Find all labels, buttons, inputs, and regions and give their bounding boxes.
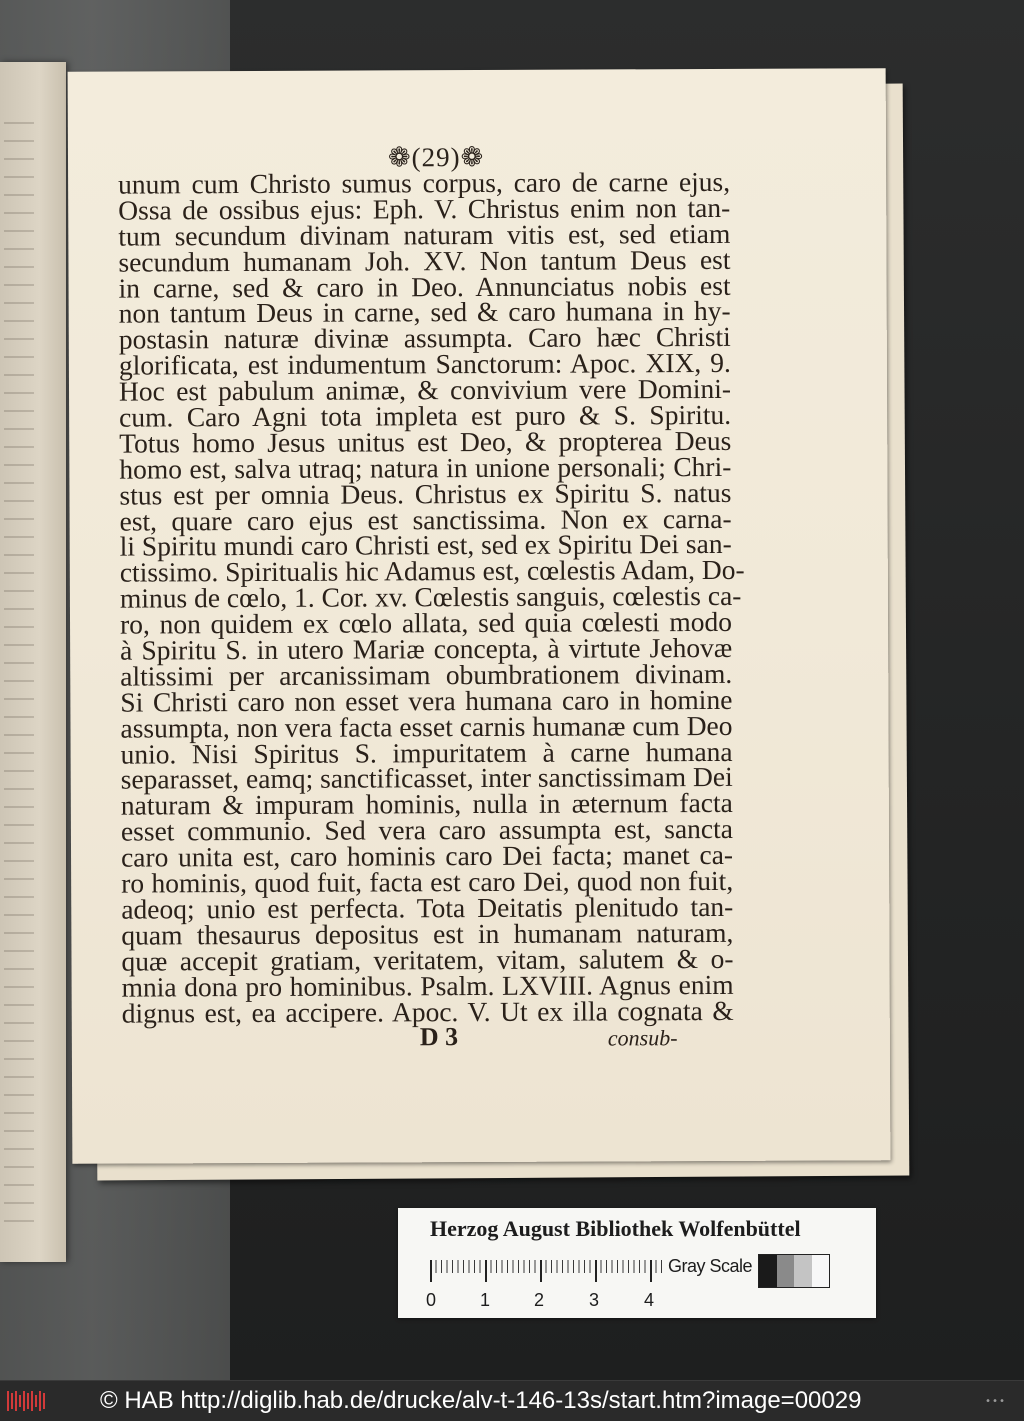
ruler bbox=[430, 1260, 662, 1282]
text-line: glorificata, est indumentum Sanctorum: Apoc. XIX, 9. bbox=[118, 347, 731, 381]
text-line: li Spiritu mundi caro Christi est, sed ex Spiritu Dei san- bbox=[119, 528, 732, 563]
ruler-major-tick bbox=[650, 1260, 652, 1282]
text-line: cum. Caro Agni tota impleta est puro & S. Spiritu. bbox=[119, 398, 732, 433]
gray-swatch bbox=[794, 1255, 812, 1287]
ruler-major-tick bbox=[485, 1260, 487, 1282]
text-line: assumpta, non vera facta esset carnis humanæ cum Deo bbox=[120, 709, 733, 744]
text-line: à Spiritu S. in utero Mariæ concepta, à virtute Jehovæ bbox=[120, 631, 733, 666]
text-line: est, quare caro ejus est sanctissima. Non ex carna- bbox=[119, 502, 732, 537]
catchword: consub- bbox=[607, 1025, 678, 1051]
ruler-number: 4 bbox=[644, 1290, 655, 1310]
text-line: ro hominis, quod fuit, facta est caro Dei, quod non fuit, bbox=[121, 864, 734, 899]
gray-swatch bbox=[777, 1255, 795, 1287]
gray-swatches bbox=[758, 1254, 830, 1288]
text-line: homo est, salva utraq; natura in unione personali; Chri- bbox=[119, 450, 732, 485]
facing-page-text-edge bbox=[4, 122, 34, 1222]
text-line: quam thesaurus depositus est in humanam naturam, bbox=[121, 916, 734, 951]
text-line: tum secundum divinam naturam vitis est, sed etiam bbox=[118, 217, 731, 252]
gray-swatch bbox=[759, 1255, 777, 1287]
text-line: ro, non quidem ex cœlo allata, sed quia cœlesti modo bbox=[119, 606, 733, 640]
more-options-icon[interactable]: ••• bbox=[984, 1396, 1006, 1407]
gray-swatch bbox=[812, 1255, 830, 1287]
text-line: ctissimo. Spiritualis hic Adamus est, cœlestis Adam, Do- bbox=[119, 554, 745, 588]
book-page bbox=[68, 68, 891, 1164]
gray-scale-label: Gray Scale bbox=[668, 1256, 753, 1276]
facing-page-edge bbox=[0, 62, 66, 1262]
ruler-major-tick bbox=[540, 1260, 542, 1282]
text-line: unum cum Christo sumus corpus, caro de carne ejus, bbox=[118, 165, 731, 200]
text-line: postasin naturæ divinæ assumpta. Caro hæc Christi bbox=[118, 321, 731, 355]
text-line: stus est per omnia Deus. Christus ex Spiritu S. natus bbox=[119, 476, 732, 511]
ruler-major-tick bbox=[595, 1260, 597, 1282]
text-line: mnia dona pro hominibus. Psalm. LXVIII. Agnus enim bbox=[121, 968, 734, 1003]
text-line: adeoq; unio est perfecta. Tota Deitatis plenitudo tan- bbox=[121, 890, 734, 925]
text-line: in carne, sed & caro in Deo. Annunciatus nobis est bbox=[118, 269, 731, 304]
page-number: ❁(29)❁ bbox=[387, 141, 485, 173]
signature-mark: D 3 bbox=[419, 1022, 459, 1052]
text-line: Si Christi caro non esset vera humana caro in homine bbox=[120, 683, 733, 718]
copyright-url[interactable]: © HAB http://diglib.hab.de/drucke/alv-t-146-13s/start.htm?image=00029 bbox=[100, 1387, 862, 1414]
ruler-number: 3 bbox=[589, 1290, 600, 1310]
text-line: non tantum Deus in carne, sed & caro humana in hy- bbox=[118, 295, 731, 330]
text-line: Totus homo Jesus unitus est Deo, & propterea Deus bbox=[119, 424, 732, 459]
text-line: caro unita est, caro hominis caro Dei facta; manet ca- bbox=[120, 839, 734, 873]
gray-scale-card bbox=[398, 1208, 876, 1318]
text-line: altissimi per arcanissimam obumbrationem divinam. bbox=[120, 657, 733, 692]
ruler-major-tick bbox=[430, 1260, 432, 1282]
ruler-number: 1 bbox=[480, 1290, 491, 1310]
ruler-numbers bbox=[424, 1290, 664, 1314]
page-body-text bbox=[118, 165, 745, 1029]
text-line: secundum humanam Joh. XV. Non tantum Deus est bbox=[118, 243, 731, 278]
text-line: quæ accepit gratiam, veritatem, vitam, salutem & o- bbox=[121, 942, 734, 977]
ruler-minor-ticks bbox=[430, 1260, 662, 1282]
text-line: separasset, eamq; sanctificasset, inter sanctissimam Dei bbox=[120, 761, 733, 796]
ruler-number: 2 bbox=[534, 1290, 545, 1310]
text-line: esset communio. Sed vera caro assumpta est, sancta bbox=[120, 813, 733, 847]
viewer-footer bbox=[0, 1380, 1024, 1421]
text-line: Hoc est pabulum animæ, & convivium vere Domini- bbox=[118, 373, 732, 407]
text-line: unio. Nisi Spiritus S. impuritatem à carne humana bbox=[120, 735, 733, 770]
text-line: naturam & impuram hominis, nulla in æternum facta bbox=[120, 787, 733, 821]
library-name: Herzog August Bibliothek Wolfenbüttel bbox=[430, 1216, 801, 1241]
text-line: dignus est, ea accipere. Apoc. V. Ut ex illa cognata & bbox=[121, 994, 734, 1029]
text-line: Ossa de ossibus ejus: Eph. V. Christus enim non tan- bbox=[118, 191, 731, 226]
text-line: minus de cœlo, 1. Cor. xv. Cœlestis sanguis, cœlestis ca- bbox=[119, 580, 742, 614]
ruler-number: 0 bbox=[426, 1290, 437, 1310]
hab-logo-icon bbox=[6, 1389, 46, 1413]
